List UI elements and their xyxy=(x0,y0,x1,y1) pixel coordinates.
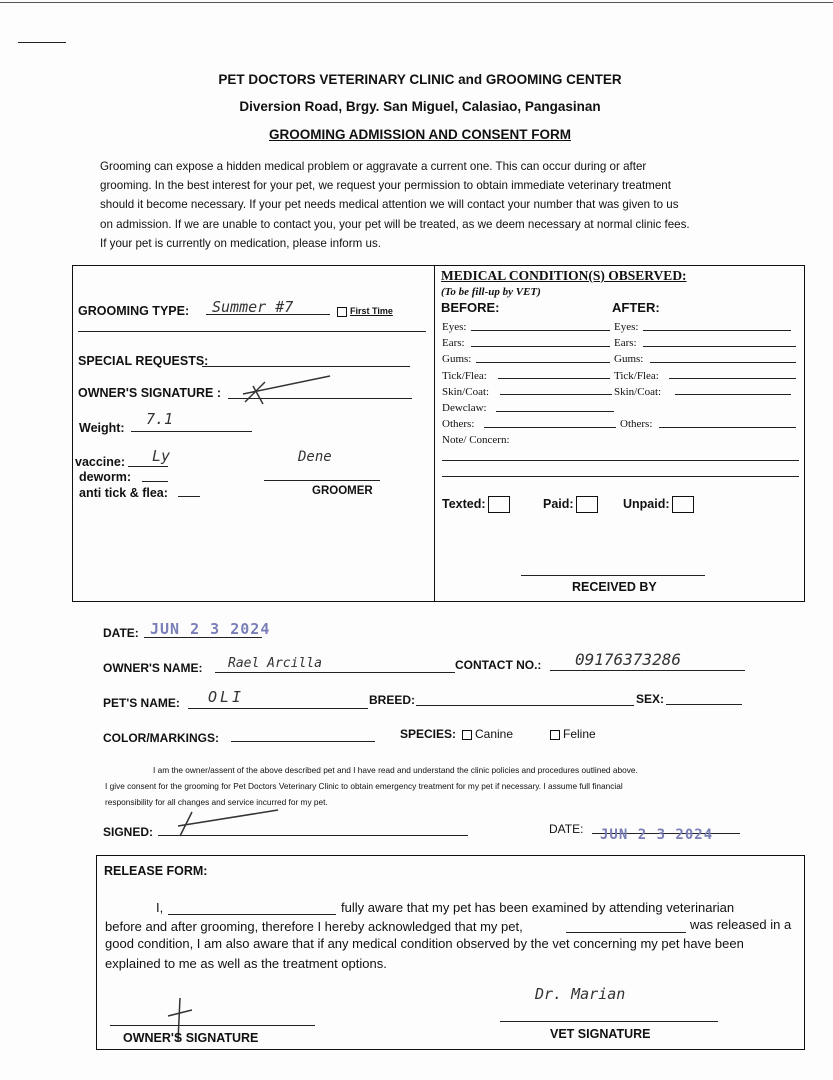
signed-label: SIGNED: xyxy=(103,825,154,839)
groomer-line xyxy=(264,480,380,481)
received-by-line[interactable] xyxy=(521,575,705,576)
clinic-address: Diversion Road, Brgy. San Miguel, Calasiao, Pangasinan xyxy=(239,99,601,114)
texted-checkbox[interactable] xyxy=(488,496,510,513)
unpaid-option[interactable] xyxy=(623,496,694,513)
unpaid-label: Unpaid: xyxy=(623,496,670,511)
medical-subtitle: (To be fill-up by VET) xyxy=(441,286,541,298)
after-item: Gums: xyxy=(614,353,644,366)
after-item: Ears: xyxy=(614,337,637,350)
sex-line[interactable] xyxy=(666,704,742,705)
first-time-option[interactable] xyxy=(337,306,393,317)
consent-line: I give consent for the grooming for Pet Doctors Veterinary Clinic to obtain emergency treatment for my pet if necessary. I assume full financial xyxy=(105,781,623,791)
weight-value[interactable]: 7.1 xyxy=(146,410,174,428)
weight-label: Weight: xyxy=(79,421,125,435)
intro-line: on admission. If we are unable to contact you, your pet will be treated, as we deem necessary at normal clinic fees. xyxy=(100,217,690,231)
date-stamp[interactable]: JUN 2 3 2024 xyxy=(150,620,271,638)
after-list xyxy=(614,319,661,432)
before-eyes-line[interactable] xyxy=(471,330,610,331)
unpaid-checkbox[interactable] xyxy=(672,496,694,513)
after-eyes-line[interactable] xyxy=(643,330,791,331)
page-top-edge xyxy=(0,2,833,3)
canine-checkbox[interactable] xyxy=(462,730,472,740)
after-label: AFTER: xyxy=(612,300,660,315)
pet-name-label: PET'S NAME: xyxy=(103,696,180,710)
after-others-line[interactable] xyxy=(659,427,796,428)
after-gums-line[interactable] xyxy=(650,362,796,363)
owner-name-value[interactable]: Rael Arcilla xyxy=(228,656,322,671)
before-gums-line[interactable] xyxy=(476,362,610,363)
contact-line xyxy=(550,670,745,671)
release-line1-start: I, xyxy=(156,900,164,915)
release-title: RELEASE FORM: xyxy=(104,864,208,878)
after-item: Skin/Coat: xyxy=(614,385,662,398)
release-line2-start: before and after grooming, therefore I hereby acknowledged that my pet, xyxy=(105,919,523,934)
before-list xyxy=(442,319,510,449)
clinic-name: PET DOCTORS VETERINARY CLINIC and GROOMING CENTER xyxy=(218,72,622,87)
special-requests-line[interactable] xyxy=(202,366,410,367)
owner-signature-scribble xyxy=(235,372,335,412)
feline-checkbox[interactable] xyxy=(550,730,560,740)
deworm-line[interactable] xyxy=(142,481,168,482)
release-line4: explained to me as well as the treatment options. xyxy=(105,956,387,971)
release-pet-line[interactable] xyxy=(566,932,686,933)
grooming-type-extra-line xyxy=(78,331,426,332)
intro-line: grooming. In the best interest for your pet, we request your permission to obtain immediate veterinary treatment xyxy=(100,179,671,193)
vet-name-handwritten: Dr. Marian xyxy=(535,985,626,1003)
intro-line: should it become necessary. If your pet needs medical attention we will contact your number that was given to us xyxy=(100,198,679,212)
vet-sig-line[interactable] xyxy=(500,1021,718,1022)
owner-name-line xyxy=(215,672,455,673)
owner-sig-label: OWNER'S SIGNATURE xyxy=(123,1031,259,1045)
after-ears-line[interactable] xyxy=(643,346,796,347)
release-line3: good condition, I am also aware that if any medical condition observed by the vet concerning my pet have been xyxy=(105,936,744,951)
consent-date-label: DATE: xyxy=(549,822,584,836)
signed-scribble xyxy=(168,806,288,842)
canine-option[interactable] xyxy=(462,727,513,741)
paid-label: Paid: xyxy=(543,496,574,511)
after-skin-line[interactable] xyxy=(675,394,791,395)
before-others-line[interactable] xyxy=(484,427,616,428)
grooming-type-label: GROOMING TYPE: xyxy=(78,304,190,318)
admission-divider xyxy=(434,266,435,601)
consent-line: I am the owner/assent of the above described pet and I have read and understand the clinic policies and procedures outlined above. xyxy=(153,765,638,775)
consent-date-stamp[interactable]: JUN 2 3 2024 xyxy=(600,827,714,843)
before-item: Dewclaw: xyxy=(442,402,487,415)
contact-value[interactable]: 09176373286 xyxy=(575,650,681,669)
vet-sig-label: VET SIGNATURE xyxy=(550,1027,651,1041)
vaccine-label: vaccine: xyxy=(75,455,126,469)
before-item: Gums: xyxy=(442,353,472,366)
sex-label: SEX: xyxy=(636,692,665,706)
intro-line: Grooming can expose a hidden medical problem or aggravate a current one. This can occur during or after xyxy=(100,160,647,173)
species-label: SPECIES: xyxy=(400,727,457,741)
after-tick-line[interactable] xyxy=(669,378,796,379)
vaccine-value[interactable]: Ly xyxy=(152,447,171,465)
before-label: BEFORE: xyxy=(441,300,500,315)
corner-mark xyxy=(18,42,66,43)
texted-label: Texted: xyxy=(442,496,486,511)
contact-label: CONTACT NO.: xyxy=(455,658,542,672)
anti-tick-line[interactable] xyxy=(178,496,200,497)
first-time-label: First Time xyxy=(350,306,393,316)
special-requests-label: SPECIAL REQUESTS: xyxy=(78,354,209,368)
medical-title: MEDICAL CONDITION(S) OBSERVED: xyxy=(441,268,687,283)
note-line-2[interactable] xyxy=(442,476,799,477)
first-time-checkbox[interactable] xyxy=(337,307,347,317)
release-name-line[interactable] xyxy=(168,914,336,915)
before-item: Eyes: xyxy=(442,321,467,333)
anti-tick-label: anti tick & flea: xyxy=(79,486,168,500)
color-label: COLOR/MARKINGS: xyxy=(103,731,219,745)
before-item: Ears: xyxy=(442,337,465,350)
before-item: Skin/Coat: xyxy=(442,385,490,398)
color-line[interactable] xyxy=(231,741,375,742)
after-item: Others: xyxy=(620,418,653,431)
groomer-name: Dene xyxy=(298,449,332,465)
deworm-label: deworm: xyxy=(79,470,132,484)
before-item: Tick/Flea: xyxy=(442,369,487,382)
groomer-label: GROOMER xyxy=(312,485,373,497)
paid-checkbox[interactable] xyxy=(576,496,598,513)
before-tick-line[interactable] xyxy=(498,378,610,379)
note-label: Note/ Concern: xyxy=(442,434,510,447)
intro-paragraph xyxy=(100,157,750,253)
pet-name-line xyxy=(188,708,368,709)
note-line-1[interactable] xyxy=(442,460,799,461)
form-title: GROOMING ADMISSION AND CONSENT FORM xyxy=(269,127,571,142)
vaccine-line xyxy=(128,466,168,467)
owner-name-label: OWNER'S NAME: xyxy=(103,661,203,675)
breed-label: BREED: xyxy=(369,693,416,707)
release-line2-end: was released in a xyxy=(690,917,792,932)
canine-label: Canine xyxy=(475,727,514,741)
before-skin-line[interactable] xyxy=(500,394,612,395)
before-dewclaw-line[interactable] xyxy=(496,411,614,412)
breed-line[interactable] xyxy=(416,705,634,706)
consent-paragraph xyxy=(105,762,755,810)
date-label: DATE: xyxy=(103,626,139,640)
owner-sig-line[interactable] xyxy=(110,1025,315,1026)
consent-line: responsibility for all changes and service incurred for my pet. xyxy=(105,797,328,807)
pet-name-value[interactable]: OLI xyxy=(208,688,245,706)
feline-option[interactable] xyxy=(550,727,596,741)
before-item: Others: xyxy=(442,418,475,431)
before-ears-line[interactable] xyxy=(471,346,610,347)
after-item: Tick/Flea: xyxy=(614,369,659,382)
owner-signature-label: OWNER'S SIGNATURE : xyxy=(78,386,222,400)
grooming-type-value[interactable]: Summer #7 xyxy=(212,298,294,316)
feline-label: Feline xyxy=(563,727,596,741)
paid-option[interactable] xyxy=(543,496,598,513)
intro-line: If your pet is currently on medication, please inform us. xyxy=(100,236,381,250)
weight-line xyxy=(131,431,252,432)
release-line1-end: fully aware that my pet has been examined by attending veterinarian xyxy=(341,900,735,915)
received-by-label: RECEIVED BY xyxy=(572,580,657,594)
after-item: Eyes: xyxy=(614,321,639,333)
texted-option[interactable] xyxy=(442,496,510,513)
